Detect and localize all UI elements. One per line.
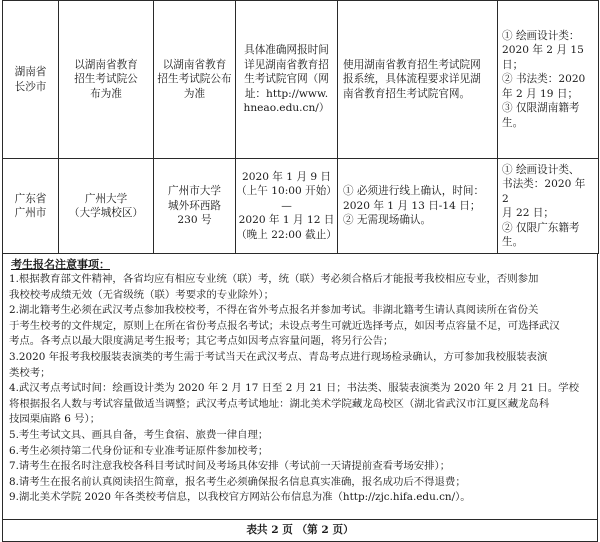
cell-exam-site: 以湖南省教育 招生考试院公 布为准 [59,1,154,159]
table-row-hunan [3,1,599,159]
note-line: 类校考； [9,366,51,379]
cell-remarks: ① 绘画设计类、 书法类：2020 年 2 月 22 日； ② 仅限广东籍考 生。 [498,159,599,254]
cell-registration-method: 使用湖南省教育招生考试院网 报系统，具体流程要求详见湖 南省教育招生考试院官网。 [338,1,498,159]
note-line: 3.2020 年报考我校服装表演类的考生需于考试当天在武汉考点、青岛考点进行现场检录确认，方可参加我校服装表演 [9,350,548,363]
note-line: 7.请考生在报名时注意我校各科目考试时间及考场具体安排（考试前一天请提前查看考场安排）； [9,460,451,473]
document-page [2,0,598,542]
cell-remarks: ① 绘画设计类： 2020 年 2 月 15 日； ② 书法类：2020 年 2 月 19 日； ③ 仅限湖南籍考生。 [498,1,599,159]
notes-title: 考生报名注意事项： [11,258,110,271]
cell-region: 湖南省 长沙市 [3,1,59,159]
note-line: 9.湖北美术学院 2020 年各类校考信息，以我校官方网站公布信息为准（http://zjc.hifa.edu.cn/）。 [9,491,471,504]
cell-registration-method: ① 必须进行线上确认，时间： 2020 年 1 月 13 日-14 日； ② 无需现场确认。 [338,159,498,254]
note-line: 8.请考生在报名前认真阅读招生简章，报名考生必须确保报名信息真实准确，报名成功后不得退费； [9,475,466,488]
cell-address: 以湖南省教育 招生考试院公布为准 [154,1,236,159]
note-line: 于考生校考的文件规定，原则上在所在省份考点报名考试；未设点考生可就近选择考点，如因考点容量不足，可选择武汉 [9,319,560,332]
note-line: 技园栗庙路 6 号）； [9,413,101,426]
note-line: 将根据报名人数与考试容量做适当调整；武汉考点考试地址：湖北美术学院藏龙岛校区（湖北省武汉市江夏区藏龙岛科 [9,397,550,410]
notes-section [2,253,598,520]
page-footer: 表共 2 页 （第 2 页） [2,520,598,542]
note-line: 1.根据教育部文件精神，各省均应有相应专业统（联）考，统（联）考必须合格后才能报考我校相应专业，否则参加 [9,273,539,285]
note-line: 4.武汉考点考试时间：绘画设计类为 2020 年 2 月 17 日至 2 月 21 日；书法类、服装表演类为 2020 年 2 月 21 日。学校 [9,382,579,395]
table-row-guangdong [3,159,599,254]
note-line: 我校校考成绩无效（无省级统（联）考要求的专业除外）； [9,288,274,301]
cell-region: 广东省 广州市 [3,159,59,254]
note-line: 6.考生必须持第二代身份证和专业准考证原件参加校考； [9,444,269,457]
note-line: 考点。各考点以最大限度满足考生报考；其它考点如因考点容量问题，将另行公告； [9,335,394,348]
registration-table [2,0,599,254]
note-line: 2.湖北籍考生必须在武汉考点参加我校校考，不得在省外考点报名并参加考试。非湖北籍考生请认真阅读所在省份关 [9,304,539,317]
cell-registration-time: 2020 年 1 月 9 日 （上午 10:00 开始） — 2020 年 1 月 12 日 （晚上 22:00 截止） [236,159,338,254]
note-line: 5.考生考试文具、画具自备，考生食宿、旅费一律自理； [9,428,269,441]
cell-registration-time: 具体准确网报时间 详见湖南省教育招 生考试院官网（网 址：http://www. hneao.edu.cn/） [236,1,338,159]
cell-exam-site: 广州大学 （大学城校区） [59,159,154,254]
cell-address: 广州市大学 城外环西路 230 号 [154,159,236,254]
